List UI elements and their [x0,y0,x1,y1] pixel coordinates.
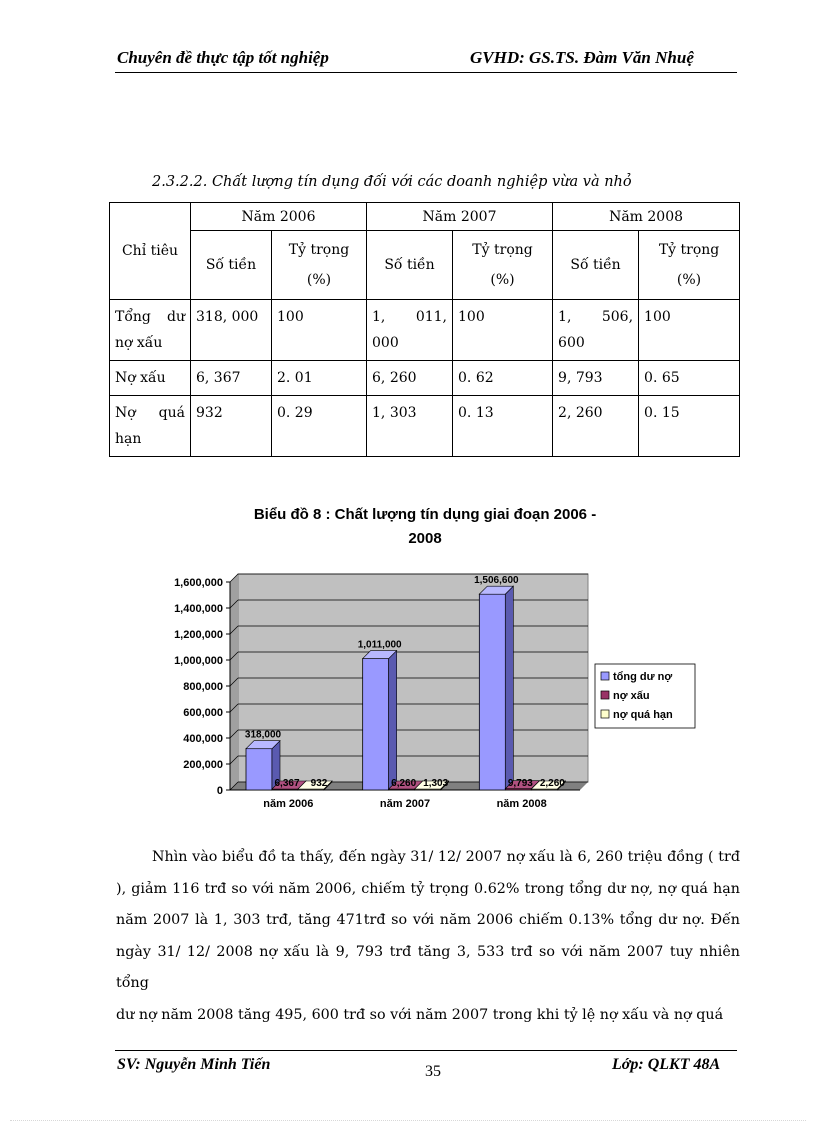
section-subtitle: 2.3.2.2. Chất lượng tín dụng đối với các doanh nghiệp vừa và nhỏ [152,174,632,190]
credit-quality-chart [150,570,710,820]
year-header-2006: Năm 2006 [191,203,367,231]
data-label-0-1: 1,011,000 [357,639,402,651]
x-tick-label: năm 2006 [263,798,314,810]
data-label-2-1: 1,303 [423,778,449,789]
legend-label-2: nợ quá hạn [613,709,673,721]
credit-quality-table [109,202,740,457]
header-row-label: Chỉ tiêu [110,203,191,300]
table-cell: 0. 65 [639,361,740,396]
table-row [110,361,740,396]
table-cell: 2, 260 [553,396,639,457]
footer-rule [115,1050,737,1051]
year-header-2008: Năm 2008 [553,203,740,231]
y-tick-label: 800,000 [183,681,223,693]
data-label-0-2: 1,506,600 [474,575,519,587]
table-cell: 0. 15 [639,396,740,457]
table-cell: 318, 000 [191,300,272,361]
row-label: Tổng dư nợ xấu [110,300,191,361]
x-tick-label: năm 2008 [496,798,547,810]
table-cell: 100 [639,300,740,361]
data-label-0-0: 318,000 [244,729,282,741]
y-tick-label: 200,000 [183,759,223,771]
sub-amount-2007: Số tiền [367,231,453,300]
bar-0-0 [246,749,272,790]
table-cell: 932 [191,396,272,457]
data-label-2-2: 2,260 [539,778,565,789]
sub-share-2008: Tỷ trọng (%) [639,231,740,300]
x-tick-label: năm 2007 [379,798,431,810]
table-cell: 2. 01 [272,361,367,396]
table-cell: 6, 260 [367,361,453,396]
bar-side-0-1 [389,651,397,790]
sub-share-2006: Tỷ trọng (%) [272,231,367,300]
table-cell: 100 [272,300,367,361]
table-cell: 1, 011, 000 [367,300,453,361]
legend-swatch-0 [601,672,609,680]
year-header-2007: Năm 2007 [367,203,553,231]
y-tick-label: 1,200,000 [174,629,223,641]
y-tick-label: 600,000 [183,707,223,719]
y-tick-label: 0 [216,785,223,797]
legend-swatch-2 [601,710,609,718]
y-tick-label: 400,000 [183,733,223,745]
chart-title: Biểu đồ 8 : Chất lượng tín dụng giai đoạn 2006 - 2008 [253,506,597,547]
legend-swatch-1 [601,691,609,699]
bar-0-2 [479,594,505,790]
sub-amount-2006: Số tiền [191,231,272,300]
y-tick-label: 1,000,000 [174,655,223,667]
y-tick-label: 1,400,000 [174,603,223,615]
data-label-2-0: 932 [310,778,328,789]
data-label-1-1: 6,260 [391,778,417,789]
footer-class: Lớp: QLKT 48A [612,1056,721,1073]
bar-0-1 [363,659,389,790]
sub-amount-2008: Số tiền [553,231,639,300]
table-cell: 0. 29 [272,396,367,457]
legend-label-0: tổng dư nợ [613,671,673,683]
footer-student: SV: Nguyễn Minh Tiến [117,1056,271,1073]
page-number: 35 [425,1063,441,1080]
table-cell: 1, 506, 600 [553,300,639,361]
table-cell: 100 [453,300,553,361]
table-row [110,300,740,361]
bar-side-0-2 [505,586,513,790]
row-label: Nợ quá hạn [110,396,191,457]
header-right: GVHD: GS.TS. Đàm Văn Nhuệ [470,48,694,67]
page-edge [10,1120,806,1121]
data-label-1-2: 9,793 [507,778,533,789]
sub-share-2007: Tỷ trọng (%) [453,231,553,300]
legend-label-1: nợ xấu [613,690,650,702]
table-cell: 0. 13 [453,396,553,457]
table-row [110,396,740,457]
table-cell: 0. 62 [453,361,553,396]
table-cell: 6, 367 [191,361,272,396]
row-label: Nợ xấu [110,361,191,396]
data-label-1-0: 6,367 [274,778,300,789]
table-cell: 9, 793 [553,361,639,396]
y-tick-label: 1,600,000 [174,577,223,589]
body-paragraph: Nhìn vào biểu đồ ta thấy, đến ngày 31/ 12/ 2007 nợ xấu là 6, 260 triệu đồng ( trđ ), giảm 116 trđ so với năm 2006, chiếm tỷ trọng 0.62% trong tổng dư nợ, nợ quá hạn năm 2007 là 1, 303 trđ, tăng 471trđ so với năm 2006 chiếm 0.13% tổng dư nợ. Đến ngày 31/ 12/ 2008 nợ xấu là 9, 793 trđ tăng 3, 533 trđ so với năm 2007 tuy nhiên tổng dư nợ năm 2008 tăng 495, 600 trđ so với năm 2007 trong khi tỷ lệ nợ xấu và nợ quá [116,849,740,1023]
header-left: Chuyên đề thực tập tốt nghiệp [117,48,329,67]
header-rule [115,72,737,73]
table-cell: 1, 303 [367,396,453,457]
